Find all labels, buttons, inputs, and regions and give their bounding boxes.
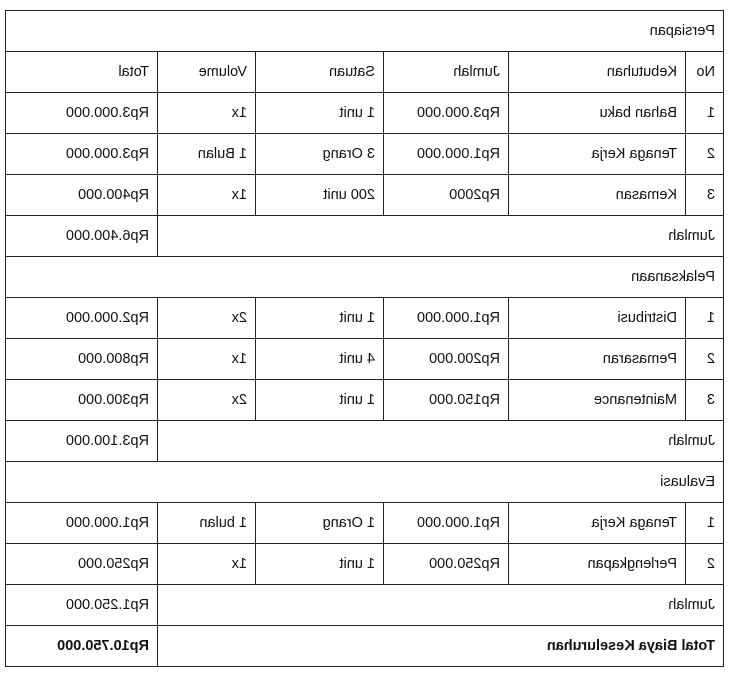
cell-kebutuhan: Maintenance — [509, 380, 686, 421]
cell-jumlah: Rp200.000 — [384, 339, 509, 380]
cell-jumlah: Rp3.000.000 — [384, 93, 509, 134]
table-row — [5, 134, 723, 175]
cell-satuan: 3 Orang — [256, 134, 384, 175]
budget-table — [5, 10, 724, 667]
cell-volume: 1x — [158, 339, 256, 380]
grand-total-value: Rp10.750.000 — [5, 626, 157, 667]
section-title: Pelaksanaan — [5, 257, 723, 298]
cell-jumlah: Rp250.000 — [384, 544, 509, 585]
table-row — [5, 93, 723, 134]
column-header-no: No — [686, 52, 724, 93]
cell-kebutuhan: Kemasan — [509, 175, 686, 216]
cell-volume: 2x — [158, 380, 256, 421]
section-title: Persiapan — [5, 11, 723, 52]
section-title: Evaluasi — [5, 462, 723, 503]
table-row — [5, 544, 723, 585]
cell-no: 1 — [686, 298, 724, 339]
cell-volume: 1x — [158, 175, 256, 216]
table-row — [5, 503, 723, 544]
cell-jumlah: Rp1.000.000 — [384, 298, 509, 339]
cell-jumlah: Rp150.000 — [384, 380, 509, 421]
cell-kebutuhan: Pemasaran — [509, 339, 686, 380]
cell-no: 1 — [686, 503, 724, 544]
cell-kebutuhan: Bahan baku — [509, 93, 686, 134]
cell-volume: 1 Bulan — [158, 134, 256, 175]
cell-satuan: 4 unit — [256, 339, 384, 380]
cell-total: Rp800.000 — [5, 339, 157, 380]
subtotal-value: Rp6.400.000 — [5, 216, 157, 257]
grand-total-label: Total Biaya Keseluruhan — [158, 626, 724, 667]
grand-total-row — [5, 626, 723, 667]
cell-total: Rp2.000.000 — [5, 298, 157, 339]
cell-no: 3 — [686, 380, 724, 421]
cell-kebutuhan: Tenaga Kerja — [509, 503, 686, 544]
subtotal-value: Rp3.100.000 — [5, 421, 157, 462]
table-row — [5, 339, 723, 380]
column-header-volume: Volume — [158, 52, 256, 93]
subtotal-label: Jumlah — [158, 421, 724, 462]
cell-volume: 1x — [158, 93, 256, 134]
table-row — [5, 298, 723, 339]
section-row-pelaksanaan — [5, 257, 723, 298]
cell-no: 2 — [686, 134, 724, 175]
cell-satuan: 1 unit — [256, 380, 384, 421]
subtotal-value: Rp1.250.000 — [5, 585, 157, 626]
column-header-jumlah: Jumlah — [384, 52, 509, 93]
subtotal-label: Jumlah — [158, 216, 724, 257]
column-header-kebutuhan: Kebutuhan — [509, 52, 686, 93]
cell-total: Rp3.000.000 — [5, 134, 157, 175]
cell-jumlah: Rp1.000.000 — [384, 134, 509, 175]
column-header-total: Total — [5, 52, 157, 93]
cell-kebutuhan: Tenaga Kerja — [509, 134, 686, 175]
cell-total: Rp3.000.000 — [5, 93, 157, 134]
column-header-row — [5, 52, 723, 93]
cell-total: Rp400.000 — [5, 175, 157, 216]
cell-jumlah: Rp1.000.000 — [384, 503, 509, 544]
subtotal-row — [5, 216, 723, 257]
section-row-persiapan — [5, 11, 723, 52]
cell-satuan: 1 unit — [256, 298, 384, 339]
cell-satuan: 1 unit — [256, 93, 384, 134]
section-row-evaluasi — [5, 462, 723, 503]
cell-no: 1 — [686, 93, 724, 134]
cell-volume: 2x — [158, 298, 256, 339]
cell-satuan: 200 unit — [256, 175, 384, 216]
cell-total: Rp1.000.000 — [5, 503, 157, 544]
cell-total: Rp250.000 — [5, 544, 157, 585]
mirrored-budget-table-container — [6, 10, 724, 670]
cell-kebutuhan: Distribusi — [509, 298, 686, 339]
cell-no: 2 — [686, 544, 724, 585]
cell-volume: 1x — [158, 544, 256, 585]
cell-no: 2 — [686, 339, 724, 380]
cell-satuan: 1 unit — [256, 544, 384, 585]
subtotal-row — [5, 421, 723, 462]
cell-satuan: 1 Orang — [256, 503, 384, 544]
cell-total: Rp300.000 — [5, 380, 157, 421]
cell-no: 3 — [686, 175, 724, 216]
cell-volume: 1 bulan — [158, 503, 256, 544]
column-header-satuan: Satuan — [256, 52, 384, 93]
table-row — [5, 380, 723, 421]
cell-jumlah: Rp2000 — [384, 175, 509, 216]
cell-kebutuhan: Perlengkapan — [509, 544, 686, 585]
subtotal-label: Jumlah — [158, 585, 724, 626]
table-row — [5, 175, 723, 216]
subtotal-row — [5, 585, 723, 626]
